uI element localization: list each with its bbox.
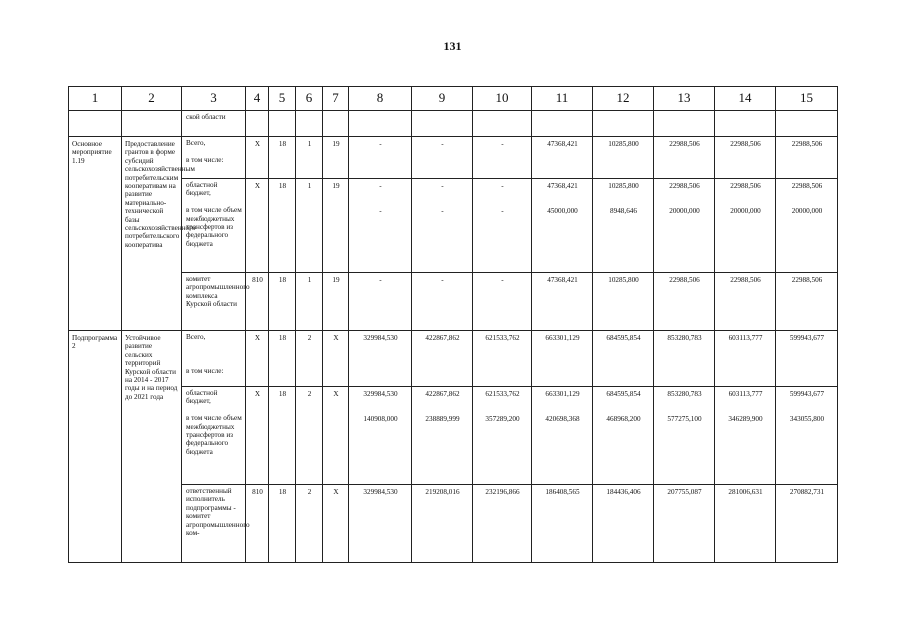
value-sub: 8948,646 <box>610 207 637 216</box>
cell-value: 422867,862 <box>412 331 473 387</box>
value-main: 22988,506 <box>791 182 823 190</box>
cell-value: 329984,530 <box>349 331 412 387</box>
column-header: 13 <box>654 87 715 111</box>
value-sub: 140908,000 <box>363 415 398 424</box>
value-main: 599943,677 <box>789 390 825 398</box>
cell-value: 18 <box>269 273 296 331</box>
item-name: Основное мероприятие 1.19 <box>69 137 122 331</box>
cell-value <box>349 387 412 485</box>
row-label <box>182 179 246 273</box>
cell-value: 281006,631 <box>715 485 776 563</box>
column-header: 10 <box>473 87 532 111</box>
cell-value: 47368,421 <box>532 137 593 179</box>
table-row <box>69 137 838 179</box>
row-label-text: Всего, <box>186 333 206 341</box>
cell-text: ской области <box>182 111 246 137</box>
value-main: 22988,506 <box>730 182 761 190</box>
row-label: ответственный исполнитель подпрограммы - комитет агропромышленного ком- <box>182 485 246 563</box>
value-sub: 420698,368 <box>545 415 580 424</box>
cell-value: 270882,731 <box>776 485 838 563</box>
value-main: 10285,800 <box>608 182 639 190</box>
cell-value <box>593 179 654 273</box>
item-name: Подпрограмма 2 <box>69 331 122 563</box>
cell-value: 18 <box>269 485 296 563</box>
cell-value <box>349 179 412 273</box>
column-header: 12 <box>593 87 654 111</box>
value-sub: 343055,800 <box>789 415 825 424</box>
cell-value: 2 <box>296 387 323 485</box>
cell-value: - <box>349 273 412 331</box>
cell-value: 684595,854 <box>593 331 654 387</box>
page-number: 131 <box>443 39 462 53</box>
cell-value <box>715 179 776 273</box>
value-sub: 357289,200 <box>485 415 520 424</box>
value-main: 621533,762 <box>485 390 520 398</box>
column-header: 7 <box>323 87 349 111</box>
cell-value <box>776 387 838 485</box>
cell-value <box>412 387 473 485</box>
cell-value <box>654 179 715 273</box>
cell-value: 207755,087 <box>654 485 715 563</box>
value-main: - <box>379 182 382 190</box>
table-row <box>69 485 838 563</box>
cell-value: 853280,783 <box>654 331 715 387</box>
cell-value: 603113,777 <box>715 331 776 387</box>
cell-value: 22988,506 <box>715 137 776 179</box>
cell-value: 47368,421 <box>532 273 593 331</box>
cell-value: 18 <box>269 179 296 273</box>
cell-value: 621533,762 <box>473 331 532 387</box>
continuation-row <box>69 111 838 137</box>
cell-value: 19 <box>323 137 349 179</box>
item-description: Устойчивое развитие сельских территорий Курской области на 2014 - 2017 годы и на период до 2021 года <box>122 331 182 563</box>
budget-table <box>68 86 838 563</box>
value-sub: 577275,100 <box>667 415 702 424</box>
cell-value <box>776 179 838 273</box>
cell-value <box>532 179 593 273</box>
value-main: 22988,506 <box>669 182 700 190</box>
value-sub: 468968,200 <box>606 415 641 424</box>
row-sublabel: в том числе объем межбюджетных трансфертов из федерального бюджета <box>186 414 242 456</box>
cell-value: 219208,016 <box>412 485 473 563</box>
cell-value: 329984,530 <box>349 485 412 563</box>
cell-value: Х <box>323 485 349 563</box>
cell-value: 663301,129 <box>532 331 593 387</box>
value-main: 422867,862 <box>425 390 460 398</box>
table-row <box>69 273 838 331</box>
cell-value: 18 <box>269 331 296 387</box>
value-sub: 346289,900 <box>728 415 763 424</box>
value-sub: - <box>501 207 504 216</box>
column-header: 5 <box>269 87 296 111</box>
cell-value <box>473 387 532 485</box>
cell-value: 599943,677 <box>776 331 838 387</box>
cell-value: 10285,800 <box>593 273 654 331</box>
column-header: 8 <box>349 87 412 111</box>
cell-value: 1 <box>296 179 323 273</box>
cell-value <box>412 179 473 273</box>
table-row <box>69 331 838 387</box>
cell-value: 810 <box>246 485 269 563</box>
cell-value: Х <box>246 179 269 273</box>
cell-value: - <box>473 273 532 331</box>
row-label-text: областной бюджет, <box>186 181 218 198</box>
column-header: 1 <box>69 87 122 111</box>
cell-value: 2 <box>296 331 323 387</box>
cell-value: - <box>349 137 412 179</box>
row-sublabel: в том числе объем межбюджетных трансфертов из федерального бюджета <box>186 206 242 248</box>
cell-value: 1 <box>296 273 323 331</box>
cell-value <box>715 387 776 485</box>
value-main: - <box>501 182 504 190</box>
cell-value: 186408,565 <box>532 485 593 563</box>
row-sublabel: в том числе: <box>186 366 224 375</box>
cell-value: Х <box>246 331 269 387</box>
value-sub: 238889,999 <box>425 415 460 424</box>
cell-value: 22988,506 <box>776 273 838 331</box>
value-sub: - <box>379 207 382 216</box>
cell-value: 232196,866 <box>473 485 532 563</box>
value-sub: 20000,000 <box>730 207 761 216</box>
value-sub: - <box>441 207 444 216</box>
cell-value: 18 <box>269 387 296 485</box>
cell-value: 19 <box>323 273 349 331</box>
row-sublabel: в том числе: <box>186 155 224 164</box>
cell-value: Х <box>246 137 269 179</box>
cell-value: 2 <box>296 485 323 563</box>
row-label-text: Всего, <box>186 139 206 147</box>
row-label: комитет агропромышленного комплекса Курской области <box>182 273 246 331</box>
value-sub: 45000,000 <box>547 207 578 216</box>
cell-value: Х <box>323 387 349 485</box>
cell-value: 22988,506 <box>776 137 838 179</box>
column-header: 3 <box>182 87 246 111</box>
cell-value: 22988,506 <box>715 273 776 331</box>
cell-value: - <box>412 273 473 331</box>
cell-value: 19 <box>323 179 349 273</box>
cell-value: 22988,506 <box>654 273 715 331</box>
value-sub: 20000,000 <box>791 207 823 216</box>
column-header: 15 <box>776 87 838 111</box>
cell-value: Х <box>323 331 349 387</box>
item-description: Предоставление грантов в форме субсидий сельскохозяйственным потребительским кооперативам на развитие материально-технической базы сельскохозяйственного потребительского кооператива <box>122 137 182 331</box>
value-main: - <box>441 182 444 190</box>
cell-value: 1 <box>296 137 323 179</box>
cell-value: 184436,406 <box>593 485 654 563</box>
value-main: 684595,854 <box>606 390 641 398</box>
cell-value <box>473 179 532 273</box>
value-main: 853280,783 <box>667 390 702 398</box>
row-label <box>182 331 246 387</box>
cell-value: - <box>412 137 473 179</box>
cell-value: 18 <box>269 137 296 179</box>
column-header: 11 <box>532 87 593 111</box>
value-main: 603113,777 <box>728 390 763 398</box>
column-header: 2 <box>122 87 182 111</box>
table-row <box>69 387 838 485</box>
column-header: 6 <box>296 87 323 111</box>
row-label-text: областной бюджет, <box>186 389 218 406</box>
cell-value: 810 <box>246 273 269 331</box>
cell-value: - <box>473 137 532 179</box>
cell-value: Х <box>246 387 269 485</box>
column-header: 9 <box>412 87 473 111</box>
cell-value <box>654 387 715 485</box>
column-number-row <box>69 87 838 111</box>
cell-value: 22988,506 <box>654 137 715 179</box>
cell-value: 10285,800 <box>593 137 654 179</box>
row-label <box>182 387 246 485</box>
value-main: 663301,129 <box>545 390 580 398</box>
column-header: 4 <box>246 87 269 111</box>
column-header: 14 <box>715 87 776 111</box>
value-main: 329984,530 <box>363 390 398 398</box>
cell-value <box>593 387 654 485</box>
value-sub: 20000,000 <box>669 207 700 216</box>
cell-value <box>532 387 593 485</box>
value-main: 47368,421 <box>547 182 578 190</box>
